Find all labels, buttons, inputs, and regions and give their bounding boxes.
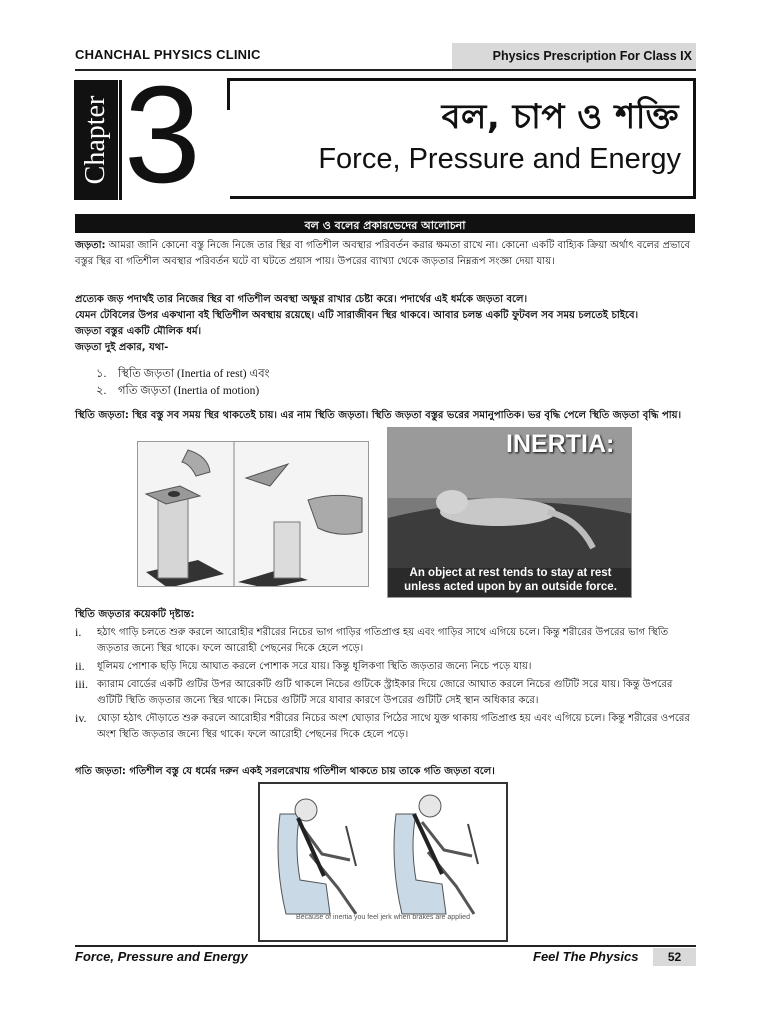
experiment-drawing [138,442,369,587]
motion-inertia-label: গতি জড়তা: [75,766,126,777]
list-item: iii. ক্যারাম বোর্ডের একটি গুটির উপর আরেকটি গুটি থাকলে নিচের গুটিকে স্ট্রাইকার দিয়ে জোরে আঘাত করলে নিচের গুটিটি সরে যায়। কিন্তু উপরের গুটিটি স্থিতি জড়তার জন্যে স্থির থাকে। নিচের গুটিটি সরে যাবার কারণে উপরের গুটিটি সেই স্থান অধিকার করে। [75,677,673,706]
cat-photo-caption: An object at rest tends to stay at rest unless acted upon by an outside force. [404,567,617,593]
coin-card-glass-illustration [137,441,369,587]
rest-inertia-label: স্থিতি জড়তা: [75,410,129,421]
list-item: ১. স্থিতি জড়তা (Inertia of rest) এবং [96,368,270,380]
inertia-text: আমরা জানি কোনো বস্তু নিজে নিজে তার স্থির বা গতিশীল অবস্থার পরিবর্তন করার ক্ষমতা রাখে না। কোনো একটি বাহ্যিক ক্রিয়া অর্থাৎ বলের প্রভাবে বস্তুর স্থির বা গতিশীল অবস্থার পরিবর্তন ঘটে বা ঘটতে প্রয়াস পায়। উপরের ব্যাখ্যা থেকে জড়তার নিম্নরূপ সংজ্ঞা দেয়া যায়। [75,240,690,267]
list-item: ii. ধূলিময় পোশাক ছড়ি দিয়ে আঘাত করলে পোশাক সরে যায়। কিন্তু ধূলিকণা স্থিতি জড়তার জন্যে নিচে পড়ে যায়। [75,659,532,673]
chapter-number: 3 [124,58,201,212]
footer-divider [75,945,696,947]
list-item: iv. ঘোড়া হঠাৎ দৌড়াতে শুরু করলে আরোহীর শরীরের নিচের অংশ ঘোড়ার পিঠের সাথে যুক্ত থাকায় গতিপ্রাপ্ত হয় এবং এগিয়ে চলে। কিন্তু শরীরের ওপরের অংশ স্থিতি জড়তার জন্যে স্থির থাকে। ফলে আরোহী পেছনের দিকে হেলে পড়ে। [75,711,690,740]
section-heading: বল ও বলের প্রকারভেদের আলোচনা [75,214,695,233]
list-item: ২. গতি জড়তা (Inertia of motion) [96,385,260,397]
seatbelt-illustration [258,782,508,942]
inertia-label: জড়তা: [75,240,106,251]
inertia-cat-photo [387,427,632,598]
header-book-title: CHANCHAL PHYSICS CLINIC [75,47,261,62]
inertia-types-intro: জড়তা দুই প্রকার, যথা- [75,342,169,353]
header-class-title: Physics Prescription For Class IX [452,43,696,69]
inertia-types-list [96,366,270,400]
footer-chapter-name: Force, Pressure and Energy [75,949,248,964]
cat-photo-heading: INERTIA: [506,430,615,458]
rest-inertia-text: স্থির বস্তু সব সময় স্থির থাকতেই চায়। এর নাম স্থিতি জড়তা। স্থিতি জড়তা বস্তুর ভরের সমানুপাতিক। ভর বৃদ্ধি পেলে স্থিতি জড়তা বৃদ্ধি পায়। [128,410,682,421]
motion-inertia-definition [75,764,695,781]
chapter-title-english: Force, Pressure and Energy [318,143,681,175]
inertia-statement: প্রত্যেক জড় পদার্থই তার নিজের স্থির বা গতিশীল অবস্থা অক্ষুণ্ণ রাখার চেষ্টা করে। পদার্থের এই ধর্মকে জড়তা বলে। [75,294,528,305]
chapter-title-bengali: বল, চাপ ও শক্তি [441,97,679,137]
list-item: i. হঠাৎ গাড়ি চলতে শুরু করলে আরোহীর শরীরের নিচের ভাগ গাড়ির গতিপ্রাপ্ত হয় এবং গাড়ির সাথে এগিয়ে চলে। কিন্তু শরীরের উপরের ভাগ স্থিতি জড়তার জন্যে স্থির থাকে। ফলে আরোহী পেছনের দিকে হেলে পড়ে। [75,625,669,654]
examples-title: স্থিতি জড়তার কয়েকটি দৃষ্টান্ত: [75,609,195,620]
chapter-title-frame [230,78,696,199]
motion-inertia-text: গতিশীল বস্তু যে ধর্মের দরুন একই সরলরেখায় গতিশীল থাকতে চায় তাকে গতি জড়তা বলে। [125,766,495,777]
inertia-bold-block [75,292,695,356]
seatbelt-caption: Because of inertia you feel jerk when brakes are applied [296,914,470,921]
examples-list [75,625,695,745]
inertia-fundamental: জড়তা বস্তুর একটি মৌলিক ধর্ম। [75,326,202,337]
inertia-definition [75,238,695,270]
rest-inertia-definition [75,408,695,424]
chapter-word: Chapter [80,95,111,185]
footer-slogan: Feel The Physics [533,949,639,964]
inertia-example: যেমন টেবিলের উপর একখানা বই স্থিতিশীল অবস্থায় রয়েছে। এটি সারাজীবন স্থির থাকবে। আবার চলন্ত একটি ফুটবল সব সময় চলতেই চাইবে। [75,310,639,321]
page-number: 52 [653,948,696,966]
